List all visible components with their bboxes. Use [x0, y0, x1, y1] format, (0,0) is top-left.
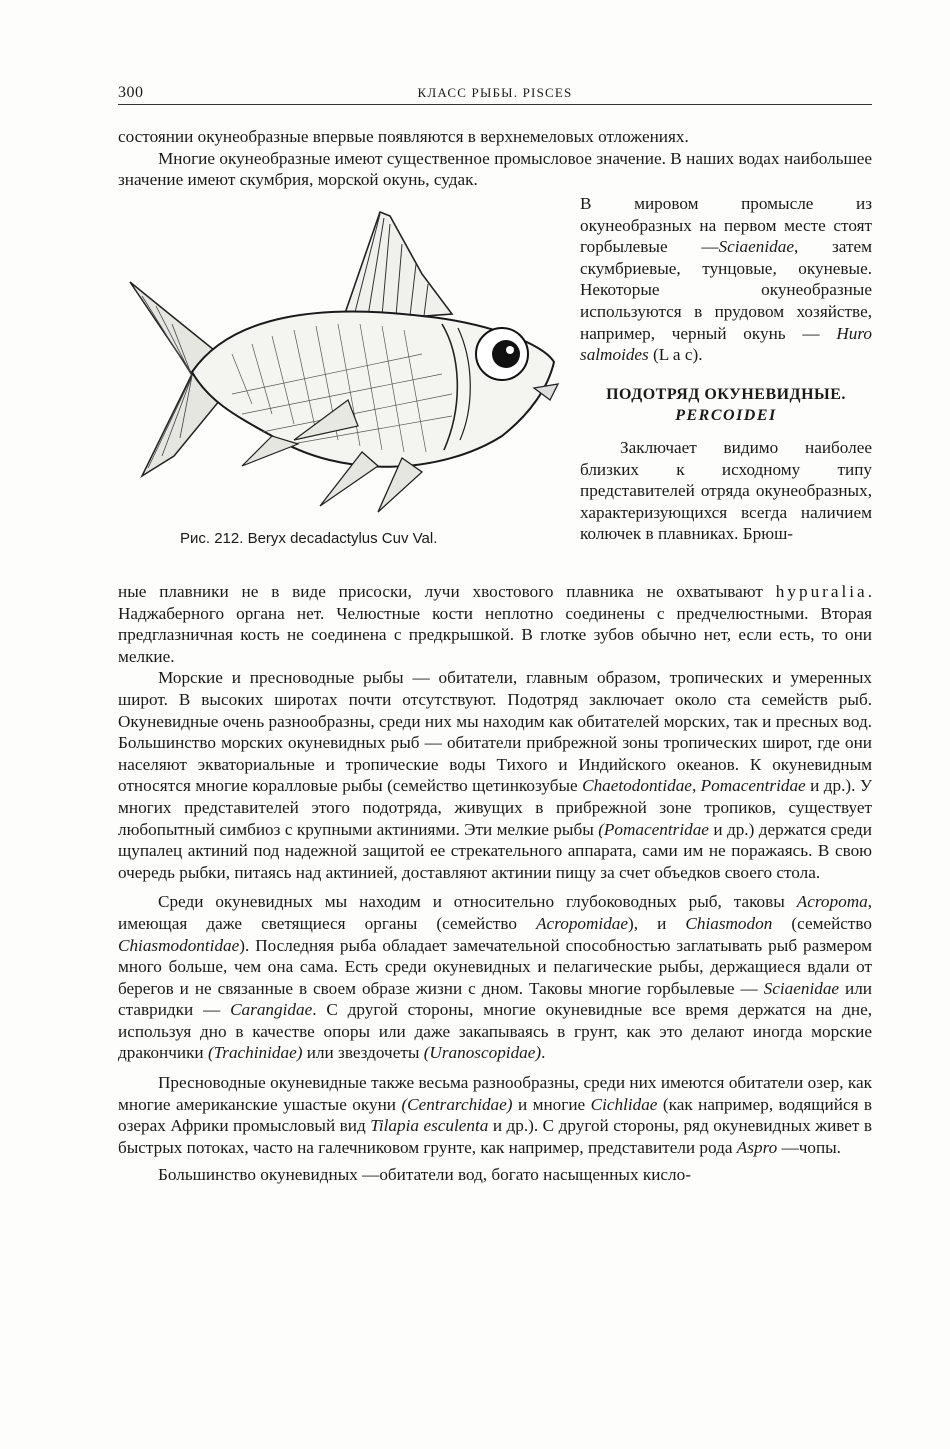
paragraph-percoidei: Заключает видимо наиболее близких к исходному типу представителей отряда окунеобразных, характеризующихся всегда наличием колючек в плавниках. Брюш- [580, 437, 872, 544]
beryx-fish-illustration [122, 204, 562, 524]
paragraph-oxygen: Большинство окуневидных —обитатели вод, богато насыщенных кисло- [158, 1165, 691, 1185]
figure-212 [118, 200, 566, 560]
paragraph-deep-water: Среди окуневидных мы находим и относительно глубоководных рыб, таковы Acropoma, имеющая даже светящиеся органы (семейство Acropomidae), и Chiasmodon (семейство Chiasmodontidae). Последняя рыба обладает замечательной способностью заглатывать рыб размером много больше, чем она сама. Есть среди окуневидных и пелагические рыбы, держащиеся вдали от берегов и не связанные в своем образе жизни с дном. Таковы многие горбылевые — Sciaenidae или ставридки — Carangidae. С другой стороны, многие окуневидные все время держатся на дне, используя дно в качестве опоры или даже закапываясь в грунт, как это делают иногда морские дракончики (Trachinidae) или звездочеты (Uranoscopidae). [118, 892, 873, 1063]
paragraph-characters: ные плавники не в виде присоски, лучи хвостового плавника не охватывают hypuralia. Наджаберного органа нет. Челюстные кости неплотно соединены с предчелюстными. Вторая предглазничная кость не соединена с предкрышкой. В глотке зубов обычно нет, если есть, то они мелкие. [118, 582, 872, 666]
paragraph-freshwater: Пресноводные окуневидные также весьма разнообразны, среди них имеются обитатели озер, как многие американские ушастые окуни (Centrarchidae) и многие Cichlidae (как например, водящийся в озерах Африки промысловый вид Tilapia esculenta и др.). С другой стороны, ряд окуневидных живет в быстрых потоках, часто на галечниковом грунте, как например, представители рода Aspro —чопы. [118, 1073, 873, 1157]
paragraph-world-fishery: В мировом промысле из окунеобразных на первом месте стоят горбылевые —Sciaenidae, затем скумбриевые, тунцовые, окуневые. Некоторые окунеобразные используются в прудовом хозяйстве, например, черный окунь — Huro salmoides (L a c). [580, 194, 872, 365]
top-line: состоянии окунеобразные впервые появляются в верхнемеловых отложениях. [118, 127, 689, 146]
taxon-sciaenidae: Sciaenidae [718, 237, 794, 257]
section-heading: ПОДОТРЯД ОКУНЕВИДНЫЕ. [606, 385, 846, 403]
top-text [118, 126, 872, 191]
page-header [118, 84, 872, 105]
paragraph-fishery: Многие окунеобразные имеют существенное промысловое значение. В наших водах наибольшее значение имеют скумбрия, морской окунь, судак. [118, 148, 872, 190]
taxon-huro: Huro salmoides [580, 323, 872, 365]
main-text [118, 581, 872, 1186]
right-column [580, 193, 872, 545]
section-heading-latin: PERCOIDEI [675, 407, 777, 425]
page-number: 300 [118, 84, 144, 101]
running-title: КЛАСС РЫБЫ. PISCES [417, 85, 573, 100]
paragraph-distribution: Морские и пресноводные рыбы — обитатели, главным образом, тропических и умеренных широт. В высоких широтах почти отсутствуют. Подотряд заключает около ста семейств рыб. Окуневидные очень разнообразны, среди них мы находим как обитателей морских, так и пресных вод. Большинство морских окуневидных рыб — обитатели прибрежной зоны тропических широт, где они населяют экваториальные и тропические воды Тихого и Индийского океанов. К окуневидным относятся многие коралловые рыбы (семейство щетинкозубые Chaetodontidae, Pomacentridae и др.). У многих представителей этого подотряда, живущих в прибрежной зоне тропиков, существует любопытный симбиоз с крупными актиниями. Эти мелкие рыбы (Pomacentridae и др.) держатся среди щупалец актиний под надежной защитой ее стрекательного аппарата, сами им не поражаясь. В свою очередь рыбки, питаясь над актинией, доставляют актинии пищу за счет объедков своего стола. [118, 668, 873, 882]
figure-caption: Рис. 212. Beryx decadactylus Cuv Val. [180, 530, 438, 547]
